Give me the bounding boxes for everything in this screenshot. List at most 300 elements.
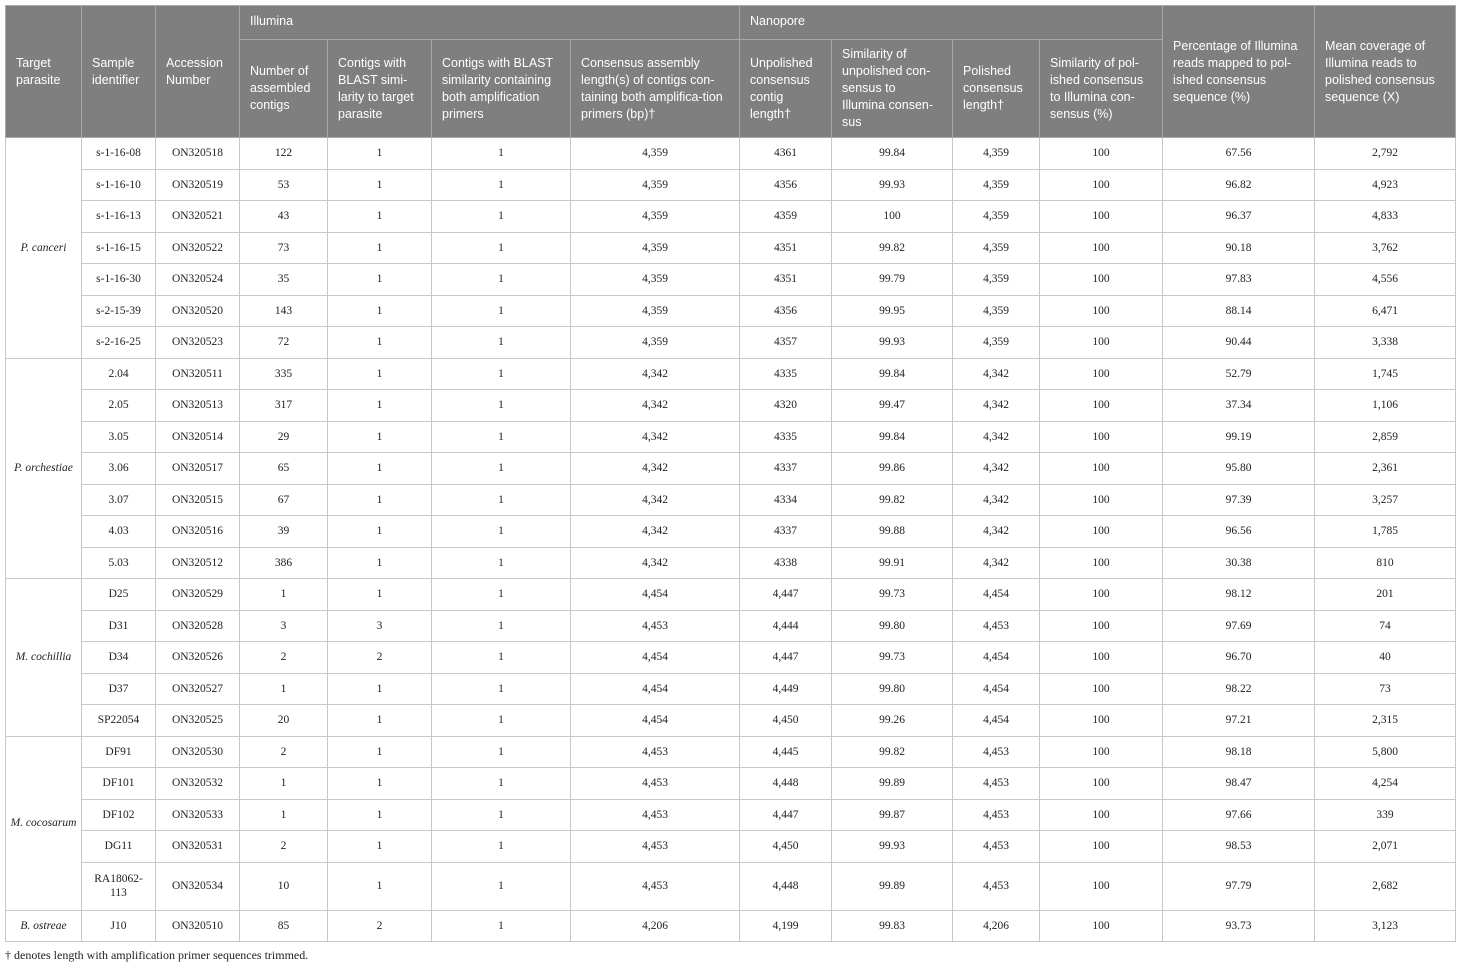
cell-coverage: 73 — [1315, 673, 1456, 705]
table-row — [6, 453, 1456, 485]
cell-sim-polished: 100 — [1040, 327, 1163, 359]
cell-sample: DF91 — [82, 736, 156, 768]
cell-consensus-len: 4,454 — [571, 673, 740, 705]
cell-sim-unpolished: 99.89 — [832, 862, 953, 910]
cell-accession: ON320524 — [156, 264, 240, 296]
cell-polished-len: 4,206 — [953, 910, 1040, 941]
cell-sim-unpolished: 99.93 — [832, 831, 953, 863]
cell-sample: s-2-15-39 — [82, 295, 156, 327]
cell-pct-mapped: 93.73 — [1163, 910, 1315, 941]
cell-consensus-len: 4,342 — [571, 390, 740, 422]
cell-blast-primers: 1 — [432, 516, 571, 548]
header-accession-number: Accession Number — [156, 6, 240, 138]
cell-sample: D25 — [82, 579, 156, 611]
cell-contigs: 29 — [240, 421, 328, 453]
cell-sample: 3.07 — [82, 484, 156, 516]
cell-pct-mapped: 97.69 — [1163, 610, 1315, 642]
cell-sample: 3.05 — [82, 421, 156, 453]
cell-blast-sim: 1 — [328, 799, 432, 831]
cell-coverage: 3,762 — [1315, 232, 1456, 264]
cell-target-parasite: B. ostreae — [6, 910, 82, 941]
cell-consensus-len: 4,453 — [571, 799, 740, 831]
cell-accession: ON320533 — [156, 799, 240, 831]
cell-sim-unpolished: 99.88 — [832, 516, 953, 548]
cell-contigs: 73 — [240, 232, 328, 264]
cell-pct-mapped: 99.19 — [1163, 421, 1315, 453]
cell-blast-primers: 1 — [432, 358, 571, 390]
cell-contigs: 1 — [240, 768, 328, 800]
table-body — [6, 138, 1456, 942]
cell-unpolished-len: 4351 — [740, 232, 832, 264]
table-row — [6, 138, 1456, 170]
cell-contigs: 317 — [240, 390, 328, 422]
cell-sim-unpolished: 99.93 — [832, 327, 953, 359]
cell-contigs: 335 — [240, 358, 328, 390]
cell-unpolished-len: 4351 — [740, 264, 832, 296]
cell-unpolished-len: 4337 — [740, 516, 832, 548]
cell-sample: 4.03 — [82, 516, 156, 548]
header-contigs-blast-primers: Contigs with BLAST similarity containing both amplification primers — [432, 40, 571, 138]
cell-unpolished-len: 4335 — [740, 421, 832, 453]
header-number-of-contigs: Number of assembled contigs — [240, 40, 328, 138]
cell-polished-len: 4,359 — [953, 201, 1040, 233]
cell-sim-polished: 100 — [1040, 705, 1163, 737]
cell-sample: s-1-16-10 — [82, 169, 156, 201]
table-row — [6, 421, 1456, 453]
cell-blast-sim: 1 — [328, 232, 432, 264]
cell-sim-polished: 100 — [1040, 768, 1163, 800]
table-footnote: † denotes length with amplification primer sequences trimmed. — [5, 948, 309, 962]
cell-unpolished-len: 4320 — [740, 390, 832, 422]
header-polished-length: Polished consensus length† — [953, 40, 1040, 138]
cell-consensus-len: 4,206 — [571, 910, 740, 941]
cell-accession: ON320513 — [156, 390, 240, 422]
table-row — [6, 642, 1456, 674]
cell-sim-unpolished: 99.79 — [832, 264, 953, 296]
cell-unpolished-len: 4337 — [740, 453, 832, 485]
cell-blast-sim: 1 — [328, 579, 432, 611]
cell-blast-primers: 1 — [432, 831, 571, 863]
header-group-illumina: Illumina — [240, 6, 740, 40]
cell-accession: ON320529 — [156, 579, 240, 611]
cell-sim-unpolished: 99.82 — [832, 736, 953, 768]
cell-pct-mapped: 90.18 — [1163, 232, 1315, 264]
cell-sim-unpolished: 99.83 — [832, 910, 953, 941]
header-mean-coverage: Mean coverage of Illumina reads to polished consensus sequence (X) — [1315, 6, 1456, 138]
cell-consensus-len: 4,359 — [571, 201, 740, 233]
cell-accession: ON320519 — [156, 169, 240, 201]
cell-sample: s-2-16-25 — [82, 327, 156, 359]
cell-blast-primers: 1 — [432, 295, 571, 327]
cell-contigs: 1 — [240, 579, 328, 611]
header-percentage-mapped: Percentage of Illumina reads mapped to pol-ished consensus sequence (%) — [1163, 6, 1315, 138]
cell-blast-sim: 1 — [328, 673, 432, 705]
cell-unpolished-len: 4,445 — [740, 736, 832, 768]
table-row — [6, 579, 1456, 611]
cell-sim-polished: 100 — [1040, 547, 1163, 579]
cell-sim-polished: 100 — [1040, 264, 1163, 296]
cell-sim-unpolished: 99.73 — [832, 579, 953, 611]
cell-polished-len: 4,453 — [953, 831, 1040, 863]
cell-sim-polished: 100 — [1040, 453, 1163, 485]
cell-sim-unpolished: 99.82 — [832, 232, 953, 264]
cell-coverage: 201 — [1315, 579, 1456, 611]
cell-accession: ON320523 — [156, 327, 240, 359]
cell-blast-primers: 1 — [432, 169, 571, 201]
cell-unpolished-len: 4338 — [740, 547, 832, 579]
cell-polished-len: 4,453 — [953, 610, 1040, 642]
cell-sim-polished: 100 — [1040, 579, 1163, 611]
cell-pct-mapped: 98.53 — [1163, 831, 1315, 863]
cell-accession: ON320510 — [156, 910, 240, 941]
cell-sim-polished: 100 — [1040, 642, 1163, 674]
cell-unpolished-len: 4361 — [740, 138, 832, 170]
cell-coverage: 4,833 — [1315, 201, 1456, 233]
cell-unpolished-len: 4356 — [740, 169, 832, 201]
cell-accession: ON320522 — [156, 232, 240, 264]
cell-blast-sim: 1 — [328, 295, 432, 327]
results-table-container — [5, 5, 1455, 942]
cell-sim-unpolished: 99.91 — [832, 547, 953, 579]
cell-unpolished-len: 4,447 — [740, 642, 832, 674]
cell-accession: ON320525 — [156, 705, 240, 737]
cell-blast-primers: 1 — [432, 453, 571, 485]
cell-blast-primers: 1 — [432, 910, 571, 941]
cell-blast-sim: 2 — [328, 910, 432, 941]
cell-blast-sim: 1 — [328, 736, 432, 768]
cell-polished-len: 4,359 — [953, 169, 1040, 201]
cell-blast-sim: 1 — [328, 831, 432, 863]
header-target-parasite: Target parasite — [6, 6, 82, 138]
cell-consensus-len: 4,342 — [571, 421, 740, 453]
cell-blast-primers: 1 — [432, 642, 571, 674]
cell-sample: SP22054 — [82, 705, 156, 737]
cell-sample: D31 — [82, 610, 156, 642]
cell-blast-sim: 1 — [328, 768, 432, 800]
header-similarity-unpolished: Similarity of unpolished con-sensus to Illumina consen-sus — [832, 40, 953, 138]
cell-blast-primers: 1 — [432, 705, 571, 737]
cell-pct-mapped: 97.79 — [1163, 862, 1315, 910]
cell-accession: ON320511 — [156, 358, 240, 390]
cell-polished-len: 4,359 — [953, 138, 1040, 170]
cell-sim-polished: 100 — [1040, 169, 1163, 201]
results-table — [5, 5, 1456, 942]
cell-sim-unpolished: 99.80 — [832, 610, 953, 642]
cell-blast-primers: 1 — [432, 736, 571, 768]
cell-consensus-len: 4,453 — [571, 862, 740, 910]
cell-coverage: 3,257 — [1315, 484, 1456, 516]
cell-pct-mapped: 98.12 — [1163, 579, 1315, 611]
cell-contigs: 53 — [240, 169, 328, 201]
cell-sim-polished: 100 — [1040, 831, 1163, 863]
cell-accession: ON320530 — [156, 736, 240, 768]
cell-consensus-len: 4,453 — [571, 768, 740, 800]
cell-sample: s-1-16-08 — [82, 138, 156, 170]
cell-polished-len: 4,453 — [953, 736, 1040, 768]
cell-sim-unpolished: 99.93 — [832, 169, 953, 201]
table-row — [6, 705, 1456, 737]
cell-pct-mapped: 95.80 — [1163, 453, 1315, 485]
cell-consensus-len: 4,359 — [571, 295, 740, 327]
cell-contigs: 10 — [240, 862, 328, 910]
cell-coverage: 2,315 — [1315, 705, 1456, 737]
cell-blast-sim: 1 — [328, 862, 432, 910]
cell-sim-polished: 100 — [1040, 516, 1163, 548]
cell-accession: ON320526 — [156, 642, 240, 674]
cell-coverage: 1,785 — [1315, 516, 1456, 548]
table-row — [6, 169, 1456, 201]
cell-pct-mapped: 67.56 — [1163, 138, 1315, 170]
cell-polished-len: 4,454 — [953, 579, 1040, 611]
cell-pct-mapped: 52.79 — [1163, 358, 1315, 390]
cell-sample: s-1-16-30 — [82, 264, 156, 296]
cell-consensus-len: 4,342 — [571, 516, 740, 548]
cell-polished-len: 4,342 — [953, 484, 1040, 516]
cell-consensus-len: 4,453 — [571, 610, 740, 642]
cell-blast-sim: 1 — [328, 390, 432, 422]
cell-unpolished-len: 4356 — [740, 295, 832, 327]
cell-coverage: 1,106 — [1315, 390, 1456, 422]
cell-contigs: 67 — [240, 484, 328, 516]
cell-blast-sim: 1 — [328, 201, 432, 233]
cell-blast-sim: 1 — [328, 453, 432, 485]
cell-accession: ON320517 — [156, 453, 240, 485]
cell-pct-mapped: 97.21 — [1163, 705, 1315, 737]
cell-pct-mapped: 90.44 — [1163, 327, 1315, 359]
cell-accession: ON320527 — [156, 673, 240, 705]
cell-contigs: 386 — [240, 547, 328, 579]
cell-coverage: 2,361 — [1315, 453, 1456, 485]
cell-unpolished-len: 4,450 — [740, 831, 832, 863]
cell-sample: 3.06 — [82, 453, 156, 485]
cell-contigs: 65 — [240, 453, 328, 485]
cell-contigs: 43 — [240, 201, 328, 233]
cell-polished-len: 4,454 — [953, 705, 1040, 737]
cell-polished-len: 4,342 — [953, 390, 1040, 422]
cell-contigs: 1 — [240, 799, 328, 831]
cell-sim-polished: 100 — [1040, 799, 1163, 831]
cell-coverage: 2,859 — [1315, 421, 1456, 453]
cell-polished-len: 4,453 — [953, 862, 1040, 910]
cell-blast-primers: 1 — [432, 327, 571, 359]
cell-unpolished-len: 4,447 — [740, 579, 832, 611]
cell-accession: ON320515 — [156, 484, 240, 516]
cell-accession: ON320520 — [156, 295, 240, 327]
table-row — [6, 358, 1456, 390]
table-row — [6, 673, 1456, 705]
cell-sample: 5.03 — [82, 547, 156, 579]
cell-unpolished-len: 4,199 — [740, 910, 832, 941]
cell-blast-sim: 3 — [328, 610, 432, 642]
cell-blast-primers: 1 — [432, 390, 571, 422]
cell-polished-len: 4,342 — [953, 421, 1040, 453]
cell-consensus-len: 4,342 — [571, 547, 740, 579]
cell-sample: RA18062-113 — [82, 862, 156, 910]
header-unpolished-length: Unpolished consensus contig length† — [740, 40, 832, 138]
cell-contigs: 85 — [240, 910, 328, 941]
cell-contigs: 35 — [240, 264, 328, 296]
header-sample-identifier: Sample identifier — [82, 6, 156, 138]
cell-coverage: 3,338 — [1315, 327, 1456, 359]
cell-unpolished-len: 4,447 — [740, 799, 832, 831]
cell-sample: D34 — [82, 642, 156, 674]
cell-unpolished-len: 4,448 — [740, 768, 832, 800]
cell-sample: s-1-16-15 — [82, 232, 156, 264]
header-contigs-blast-similarity: Contigs with BLAST simi-larity to target parasite — [328, 40, 432, 138]
cell-target-parasite: M. cochillia — [6, 579, 82, 737]
cell-contigs: 20 — [240, 705, 328, 737]
cell-accession: ON320512 — [156, 547, 240, 579]
cell-consensus-len: 4,342 — [571, 358, 740, 390]
cell-polished-len: 4,359 — [953, 232, 1040, 264]
cell-sim-polished: 100 — [1040, 736, 1163, 768]
cell-sample: J10 — [82, 910, 156, 941]
cell-sim-polished: 100 — [1040, 138, 1163, 170]
table-row — [6, 799, 1456, 831]
table-row — [6, 547, 1456, 579]
cell-pct-mapped: 96.82 — [1163, 169, 1315, 201]
cell-accession: ON320514 — [156, 421, 240, 453]
cell-polished-len: 4,342 — [953, 547, 1040, 579]
cell-sim-polished: 100 — [1040, 673, 1163, 705]
table-row — [6, 390, 1456, 422]
cell-pct-mapped: 96.70 — [1163, 642, 1315, 674]
table-row — [6, 484, 1456, 516]
cell-blast-primers: 1 — [432, 547, 571, 579]
cell-blast-primers: 1 — [432, 768, 571, 800]
cell-sim-polished: 100 — [1040, 862, 1163, 910]
cell-sim-unpolished: 99.89 — [832, 768, 953, 800]
cell-contigs: 3 — [240, 610, 328, 642]
cell-blast-primers: 1 — [432, 264, 571, 296]
cell-sim-unpolished: 99.86 — [832, 453, 953, 485]
cell-sim-unpolished: 99.80 — [832, 673, 953, 705]
cell-coverage: 3,123 — [1315, 910, 1456, 941]
cell-contigs: 39 — [240, 516, 328, 548]
cell-sim-polished: 100 — [1040, 421, 1163, 453]
cell-unpolished-len: 4,449 — [740, 673, 832, 705]
cell-target-parasite: P. orchestiae — [6, 358, 82, 579]
cell-sim-polished: 100 — [1040, 484, 1163, 516]
cell-contigs: 2 — [240, 831, 328, 863]
table-row — [6, 610, 1456, 642]
cell-sim-unpolished: 99.26 — [832, 705, 953, 737]
header-group-nanopore: Nanopore — [740, 6, 1163, 40]
cell-sim-unpolished: 99.84 — [832, 358, 953, 390]
cell-polished-len: 4,453 — [953, 799, 1040, 831]
cell-consensus-len: 4,359 — [571, 232, 740, 264]
table-row — [6, 516, 1456, 548]
cell-contigs: 143 — [240, 295, 328, 327]
cell-sim-unpolished: 100 — [832, 201, 953, 233]
cell-unpolished-len: 4,450 — [740, 705, 832, 737]
cell-consensus-len: 4,359 — [571, 138, 740, 170]
table-row — [6, 327, 1456, 359]
table-row — [6, 831, 1456, 863]
cell-coverage: 339 — [1315, 799, 1456, 831]
cell-blast-sim: 1 — [328, 421, 432, 453]
cell-consensus-len: 4,359 — [571, 264, 740, 296]
cell-blast-sim: 1 — [328, 547, 432, 579]
cell-polished-len: 4,454 — [953, 642, 1040, 674]
cell-consensus-len: 4,454 — [571, 642, 740, 674]
cell-sim-polished: 100 — [1040, 910, 1163, 941]
cell-unpolished-len: 4,444 — [740, 610, 832, 642]
cell-polished-len: 4,342 — [953, 453, 1040, 485]
table-row — [6, 862, 1456, 910]
cell-pct-mapped: 98.18 — [1163, 736, 1315, 768]
table-row — [6, 768, 1456, 800]
cell-blast-primers: 1 — [432, 579, 571, 611]
cell-coverage: 74 — [1315, 610, 1456, 642]
cell-sample: DF102 — [82, 799, 156, 831]
cell-consensus-len: 4,454 — [571, 579, 740, 611]
cell-coverage: 4,556 — [1315, 264, 1456, 296]
cell-contigs: 1 — [240, 673, 328, 705]
cell-coverage: 2,071 — [1315, 831, 1456, 863]
cell-sample: s-1-16-13 — [82, 201, 156, 233]
cell-pct-mapped: 97.39 — [1163, 484, 1315, 516]
cell-sample: D37 — [82, 673, 156, 705]
cell-sample: 2.04 — [82, 358, 156, 390]
cell-sample: DG11 — [82, 831, 156, 863]
cell-pct-mapped: 98.22 — [1163, 673, 1315, 705]
cell-coverage: 2,682 — [1315, 862, 1456, 910]
cell-target-parasite: P. canceri — [6, 138, 82, 359]
cell-coverage: 6,471 — [1315, 295, 1456, 327]
cell-sim-polished: 100 — [1040, 358, 1163, 390]
header-consensus-assembly-length: Consensus assembly length(s) of contigs con-taining both amplifica-tion primers (bp)† — [571, 40, 740, 138]
cell-blast-sim: 1 — [328, 138, 432, 170]
cell-contigs: 2 — [240, 642, 328, 674]
cell-accession: ON320531 — [156, 831, 240, 863]
cell-blast-primers: 1 — [432, 799, 571, 831]
cell-sim-unpolished: 99.82 — [832, 484, 953, 516]
cell-pct-mapped: 97.83 — [1163, 264, 1315, 296]
table-row — [6, 201, 1456, 233]
cell-sim-unpolished: 99.84 — [832, 421, 953, 453]
cell-pct-mapped: 30.38 — [1163, 547, 1315, 579]
table-row — [6, 910, 1456, 941]
cell-sim-unpolished: 99.95 — [832, 295, 953, 327]
cell-coverage: 1,745 — [1315, 358, 1456, 390]
cell-accession: ON320534 — [156, 862, 240, 910]
cell-blast-primers: 1 — [432, 421, 571, 453]
cell-sim-unpolished: 99.87 — [832, 799, 953, 831]
cell-blast-primers: 1 — [432, 232, 571, 264]
cell-unpolished-len: 4,448 — [740, 862, 832, 910]
cell-sim-polished: 100 — [1040, 295, 1163, 327]
cell-unpolished-len: 4334 — [740, 484, 832, 516]
cell-sim-unpolished: 99.84 — [832, 138, 953, 170]
cell-sim-polished: 100 — [1040, 232, 1163, 264]
cell-unpolished-len: 4335 — [740, 358, 832, 390]
cell-consensus-len: 4,342 — [571, 453, 740, 485]
cell-unpolished-len: 4359 — [740, 201, 832, 233]
cell-blast-sim: 1 — [328, 516, 432, 548]
cell-accession: ON320521 — [156, 201, 240, 233]
cell-blast-sim: 1 — [328, 169, 432, 201]
cell-pct-mapped: 88.14 — [1163, 295, 1315, 327]
cell-blast-primers: 1 — [432, 138, 571, 170]
cell-pct-mapped: 98.47 — [1163, 768, 1315, 800]
cell-coverage: 4,923 — [1315, 169, 1456, 201]
table-row — [6, 264, 1456, 296]
cell-sim-unpolished: 99.47 — [832, 390, 953, 422]
cell-sample: 2.05 — [82, 390, 156, 422]
cell-contigs: 72 — [240, 327, 328, 359]
cell-blast-primers: 1 — [432, 610, 571, 642]
